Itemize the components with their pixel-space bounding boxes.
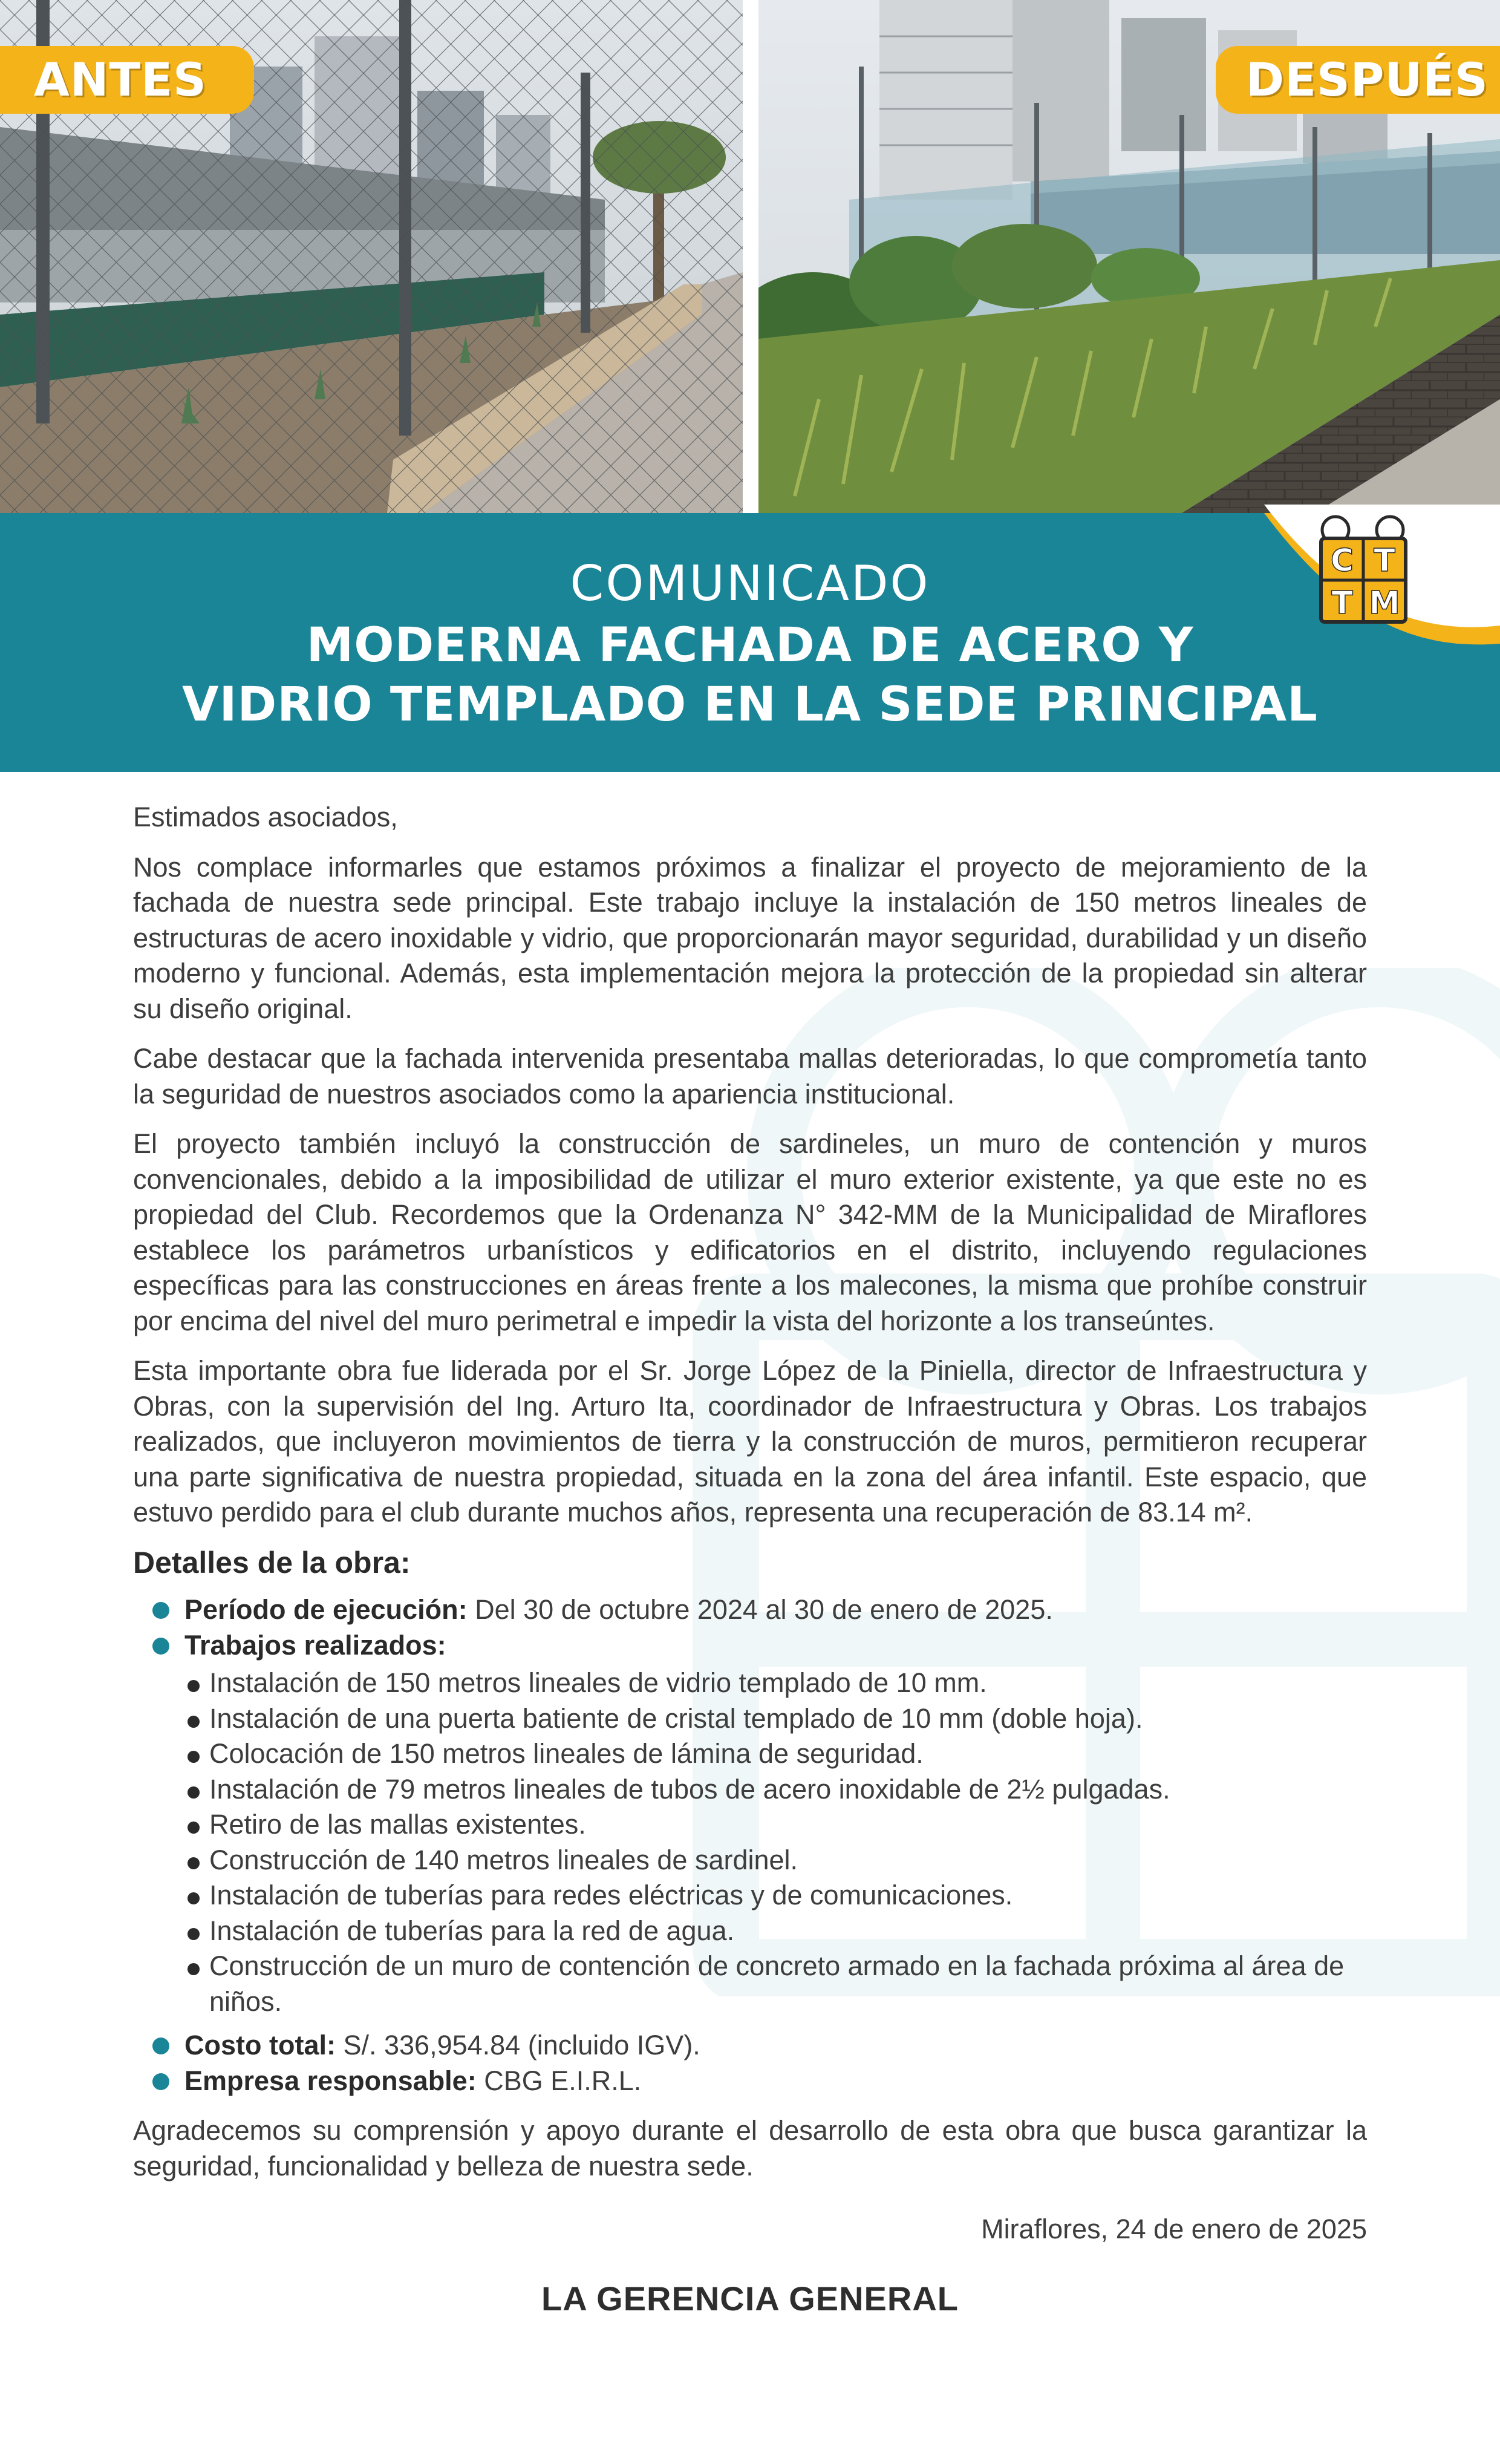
logo-letter-4: M — [1369, 585, 1400, 621]
company-value: CBG E.I.R.L. — [476, 2065, 642, 2096]
paragraph-4: Esta importante obra fue liderada por el Sr. Jorge López de la Piniella, director de Infraestructura y Obras, con la supervisión del Ing. Arturo Ita, coordinador de Infraestructura y Obras. Los trabajos realizados, que incluyeron movimientos de tierra y la construcción de muros, permitieron recuperar una parte significativa de nuestra propiedad, situada en la zona del área infantil. Este espacio, que estuvo perdido para el club durante muchos años, representa una recuperación de 83.14 m². — [133, 1355, 1367, 1528]
club-logo-emblem — [1240, 505, 1500, 668]
closing-paragraph: Agradecemos su comprensión y apoyo durante el desarrollo de esta obra que busca garantizar la seguridad, funcionalidad y belleza de nuestra sede. — [133, 2115, 1367, 2181]
greeting: Estimados asociados, — [133, 802, 398, 832]
detail-period — [133, 1592, 1367, 1628]
period-label: Período de ejecución: — [184, 1594, 468, 1625]
company-label: Empresa responsable: — [184, 2065, 477, 2096]
logo-letter-3: T — [1331, 585, 1353, 621]
work-item: Instalación de tuberías para la red de agua. — [177, 1913, 1367, 1949]
detail-cost — [133, 2028, 1367, 2064]
works-list — [184, 1665, 1367, 2019]
cost-value: S/. 336,954.84 (incluido IGV). — [335, 2030, 700, 2060]
before-photo — [0, 0, 743, 513]
work-item: Retiro de las mallas existentes. — [177, 1807, 1367, 1843]
work-item: Instalación de una puerta batiente de cristal templado de 10 mm (doble hoja). — [177, 1701, 1367, 1737]
title-line-1: MODERNA FACHADA DE ACERO Y — [306, 618, 1194, 673]
club-logo — [1240, 505, 1500, 668]
details-heading: Detalles de la obra: — [133, 1545, 411, 1580]
work-item: Instalación de 150 metros lineales de vidrio templado de 10 mm. — [177, 1665, 1367, 1701]
logo-letter-2: T — [1374, 543, 1395, 579]
works-label: Trabajos realizados: — [184, 1629, 446, 1661]
detail-works — [133, 1628, 1367, 2020]
before-label: ANTES — [0, 46, 254, 114]
signature: LA GERENCIA GENERAL — [541, 2279, 959, 2318]
after-label: DESPUÉS — [1216, 46, 1500, 114]
after-photo — [758, 0, 1500, 513]
work-item: Construcción de 140 metros lineales de sardinel. — [177, 1843, 1367, 1878]
period-value: Del 30 de octubre 2024 al 30 de enero de 2025. — [467, 1594, 1053, 1625]
paragraph-1: Nos complace informarles que estamos próximos a finalizar el proyecto de mejoramiento de la fachada de nuestra sede principal. Este trabajo incluye la instalación de 150 metros lineales de estructuras de acero inoxidable y vidrio, que proporcionarán mayor seguridad, durabilidad y un diseño moderno y funcional. Además, esta implementación mejora la protección de la propiedad sin alterar su diseño original. — [133, 851, 1367, 1024]
work-item: Construcción de un muro de contención de concreto armado en la fachada próxima al área de niños. — [177, 1949, 1367, 2019]
detail-company — [133, 2064, 1367, 2099]
title-line-2: VIDRIO TEMPLADO EN LA SEDE PRINCIPAL — [182, 678, 1318, 732]
work-item: Colocación de 150 metros lineales de lámina de seguridad. — [177, 1736, 1367, 1772]
logo-letter-1: C — [1330, 543, 1354, 579]
paragraph-3: El proyecto también incluyó la construcción de sardineles, un muro de contención y muros convencionales, debido a la imposibilidad de utilizar el muro exterior existente, ya que este no es propiedad del Club. Recordemos que la Ordenanza N° 342-MM de la Municipalidad de Miraflores establece los parámetros urbanísticos y edificatorios en el distrito, incluyendo regulaciones específicas para las construcciones en áreas frente a los malecones, la misma que prohíbe construir por encima del nivel del muro perimetral e impedir la vista del horizonte a los transeúntes. — [133, 1128, 1367, 1336]
work-item: Instalación de 79 metros lineales de tubos de acero inoxidable de 2½ pulgadas. — [177, 1772, 1367, 1808]
details-list — [133, 1592, 1367, 2099]
work-item: Instalación de tuberías para redes eléctricas y de comunicaciones. — [177, 1878, 1367, 1913]
place-date: Miraflores, 24 de enero de 2025 — [981, 2214, 1367, 2244]
letter-body — [133, 800, 1367, 2316]
banner-kicker: COMUNICADO — [570, 555, 930, 612]
paragraph-2: Cabe destacar que la fachada intervenida presentaba mallas deterioradas, lo que comprometía tanto la seguridad de nuestros asociados como la apariencia institucional. — [133, 1043, 1367, 1109]
cost-label: Costo total: — [184, 2030, 336, 2060]
